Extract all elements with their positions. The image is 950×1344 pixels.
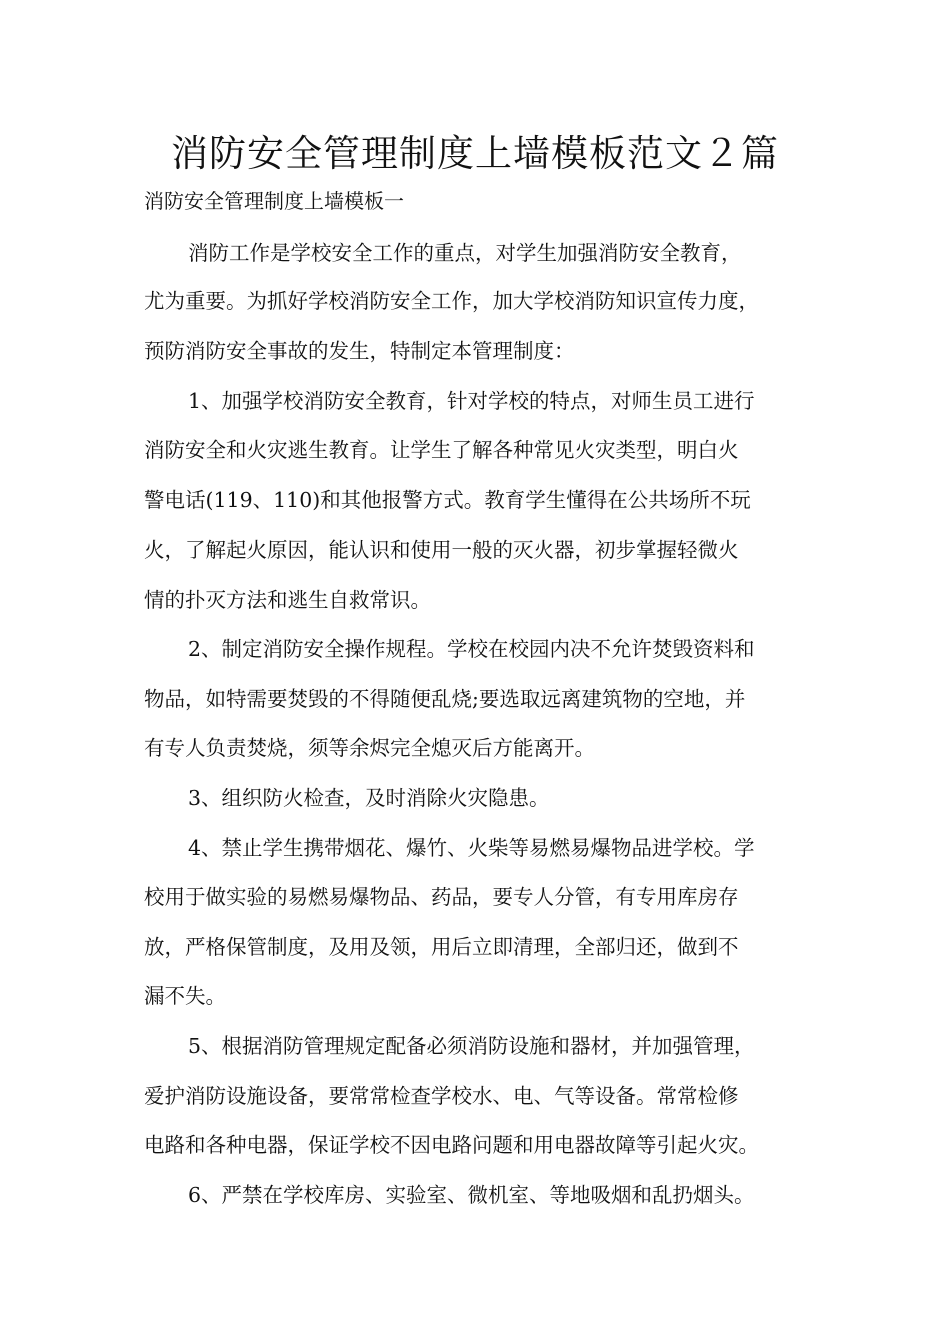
document-subtitle: 消防安全管理制度上墙模板一 bbox=[144, 189, 404, 213]
paragraph-line: 预防消防安全事故的发生，特制定本管理制度： bbox=[144, 339, 575, 363]
paragraph-line: 6、严禁在学校库房、实验室、微机室、等地吸烟和乱扔烟头。 bbox=[188, 1183, 755, 1207]
paragraph-line: 电路和各种电器，保证学校不因电路问题和用电器故障等引起火灾。 bbox=[144, 1133, 759, 1157]
paragraph-line: 尤为重要。为抓好学校消防安全工作，加大学校消防知识宣传力度， bbox=[144, 289, 759, 313]
paragraph-line: 漏不失。 bbox=[144, 984, 226, 1008]
paragraph-line: 3、组织防火检查，及时消除火灾隐患。 bbox=[188, 786, 550, 810]
paragraph-line: 警电话(119、110)和其他报警方式。教育学生懂得在公共场所不玩 bbox=[144, 488, 751, 512]
paragraph-line: 4、禁止学生携带烟花、爆竹、火柴等易燃易爆物品进学校。学 bbox=[188, 836, 755, 860]
paragraph-line: 5、根据消防管理规定配备必须消防设施和器材，并加强管理， bbox=[188, 1034, 755, 1058]
paragraph-line: 消防安全和火灾逃生教育。让学生了解各种常见火灾类型，明白火 bbox=[144, 438, 739, 462]
document-title: 消防安全管理制度上墙模板范文２篇 bbox=[171, 132, 779, 175]
paragraph-line: 消防工作是学校安全工作的重点，对学生加强消防安全教育， bbox=[188, 241, 742, 265]
paragraph-line: 爱护消防设施设备，要常常检查学校水、电、气等设备。常常检修 bbox=[144, 1084, 739, 1108]
paragraph-line: 放，严格保管制度，及用及领，用后立即清理，全部归还，做到不 bbox=[144, 935, 739, 959]
paragraph-line: 1、加强学校消防安全教育，针对学校的特点，对师生员工进行 bbox=[188, 389, 755, 413]
paragraph-line: 有专人负责焚烧，须等余烬完全熄灭后方能离开。 bbox=[144, 736, 595, 760]
paragraph-line: 2、制定消防安全操作规程。学校在校园内决不允许焚毁资料和 bbox=[188, 637, 755, 661]
paragraph-line: 情的扑灭方法和逃生自救常识。 bbox=[144, 588, 431, 612]
paragraph-line: 火，了解起火原因，能认识和使用一般的灭火器，初步掌握轻微火 bbox=[144, 538, 739, 562]
paragraph-line: 校用于做实验的易燃易爆物品、药品，要专人分管，有专用库房存 bbox=[144, 885, 739, 909]
paragraph-line: 物品，如特需要焚毁的不得随便乱烧;要选取远离建筑物的空地，并 bbox=[144, 687, 746, 711]
